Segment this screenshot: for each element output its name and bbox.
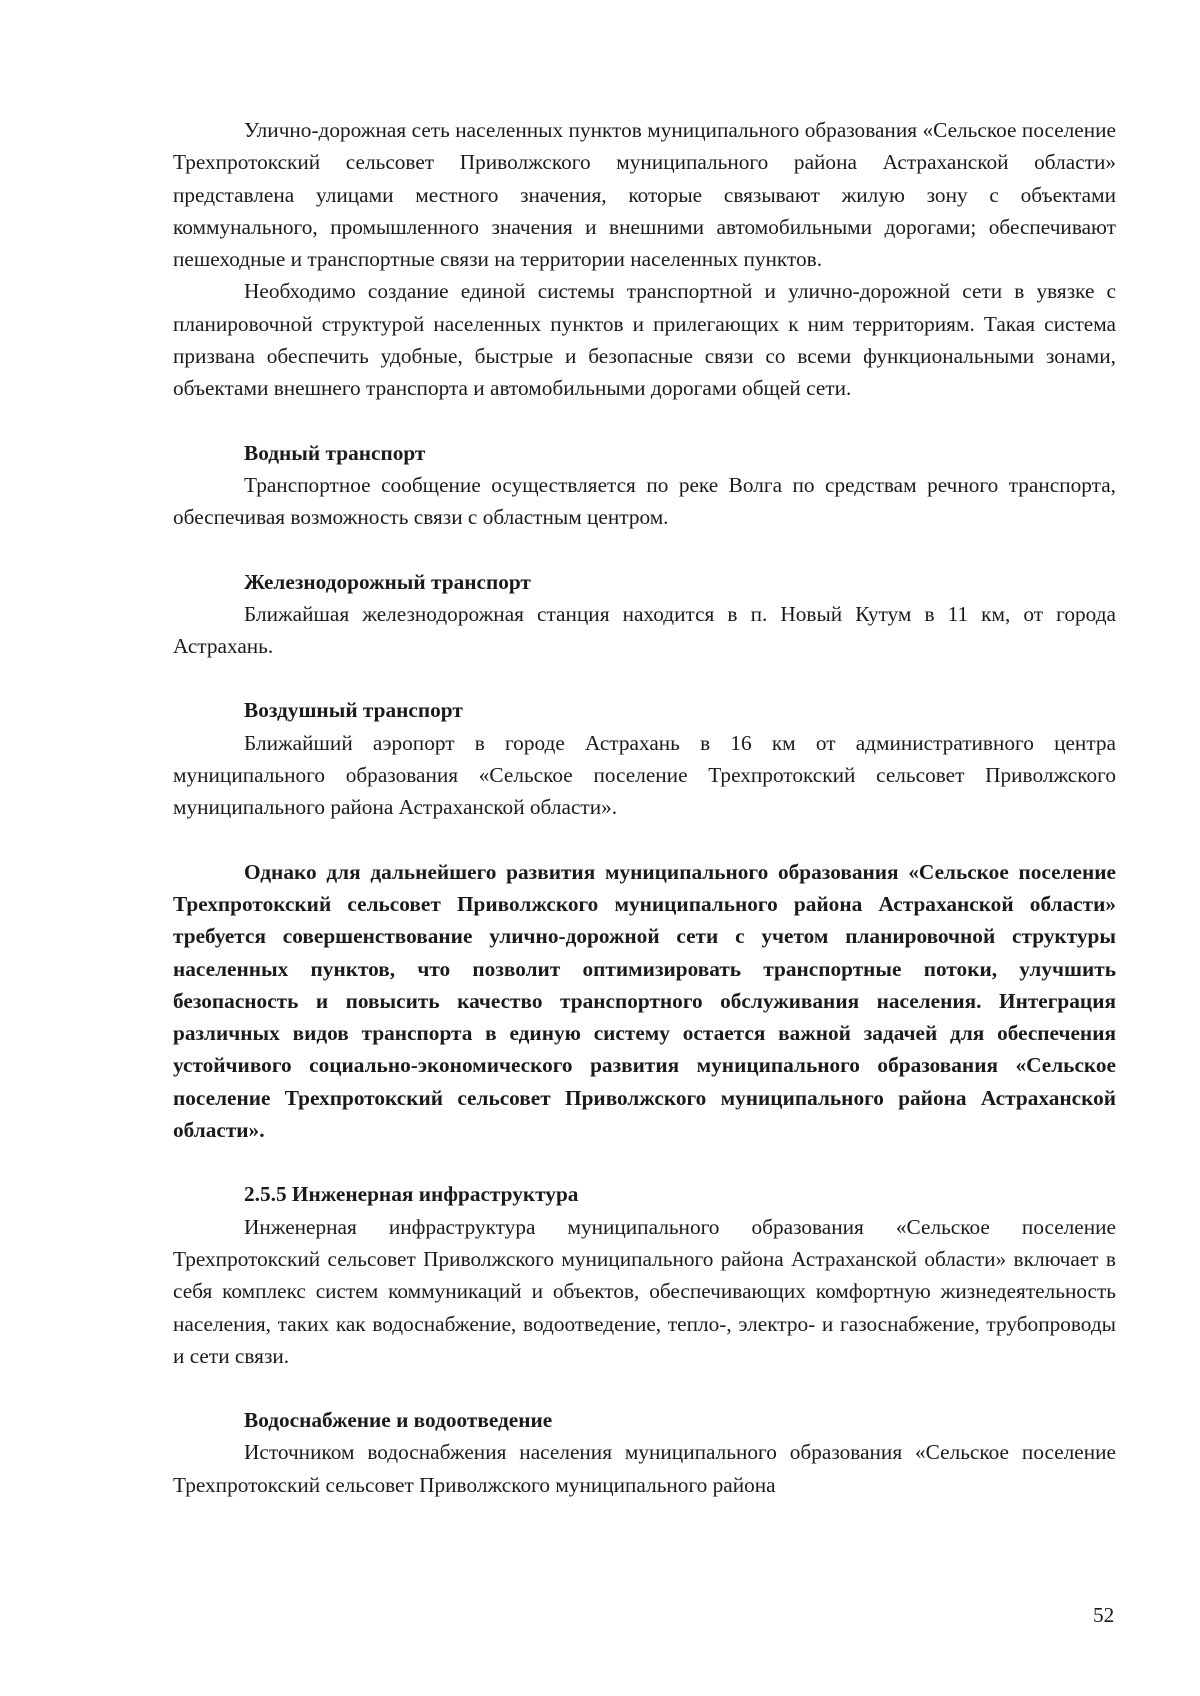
paragraph-engineering-infrastructure: Инженерная инфраструктура муниципального образования «Сельское поселение Трехпротокский сельсовет Приволжского муниципального района Астраханской области» включает в себя комплекс систем коммуникаций и объектов, обеспечивающих комфортную жизнедеятельность населения, таких как водоснабжение, водоотведение, тепло-, электро- и газоснабжение, трубопроводы и сети связи. [173,1214,1116,1368]
page-number: 52 [1093,1603,1115,1627]
paragraph-unified-system: Необходимо создание единой системы транспортной и улично-дорожной сети в увязке с планировочной структурой населенных пунктов и прилегающих к ним территориям. Такая система призвана обеспечить удобные, быстрые и безопасные связи со всеми функциональными зонами, объектами внешнего транспорта и автомобильными дорогами общей сети. [173,279,1116,401]
paragraph-air-transport: Ближайший аэропорт в городе Астрахань в 16 км от административного центра муниципального образования «Сельское поселение Трехпротокский сельсовет Приволжского муниципального района Астраханской области». [173,730,1116,820]
heading-engineering-infrastructure: 2.5.5 Инженерная инфраструктура [244,1182,579,1207]
paragraph-water-supply: Источником водоснабжения населения муниципального образования «Сельское поселение Трехпротокский сельсовет Приволжского муниципального района [173,1440,1116,1497]
spacer [173,1372,1116,1404]
paragraph-rail-transport: Ближайшая железнодорожная станция находится в п. Новый Кутум в 11 км, от города Астрахань. [173,601,1116,659]
spacer [173,662,1116,694]
spacer [173,824,1116,856]
paragraph-water-transport: Транспортное сообщение осуществляется по реке Волга по средствам речного транспорта, обеспечивая возможность связи с областным центром. [173,472,1116,530]
spacer [173,1146,1116,1178]
paragraph-conclusion: Однако для дальнейшего развития муниципального образования «Сельское поселение Трехпротокский сельсовет Приволжского муниципального района Астраханской области» требуется совершенствование улично-дорожной сети с учетом планировочной структуры населенных пунктов, что позволит оптимизировать транспортные потоки, улучшить безопасность и повысить качество транспортного обслуживания населения. Интеграция различных видов транспорта в единую систему остается важной задачей для обеспечения устойчивого социально-экономического развития муниципального образования «Сельское поселение Трехпротокский сельсовет Приволжского муниципального района Астраханской области». [173,859,1116,1143]
document-page [173,114,1116,1501]
spacer [173,405,1116,437]
paragraph-street-network: Улично-дорожная сеть населенных пунктов муниципального образования «Сельское поселение Трехпротокский сельсовет Приволжского муниципального района Астраханской области» представлена улицами местного значения, которые связывают жилую зону с объектами коммунального, промышленного значения и внешними автомобильными дорогами; обеспечивают пешеходные и транспортные связи на территории населенных пунктов. [173,118,1116,272]
heading-water-supply: Водоснабжение и водоотведение [244,1408,553,1433]
heading-water-transport: Водный транспорт [244,440,426,465]
heading-rail-transport: Железнодорожный транспорт [244,569,531,594]
spacer [173,534,1116,566]
heading-air-transport: Воздушный транспорт [244,698,463,723]
